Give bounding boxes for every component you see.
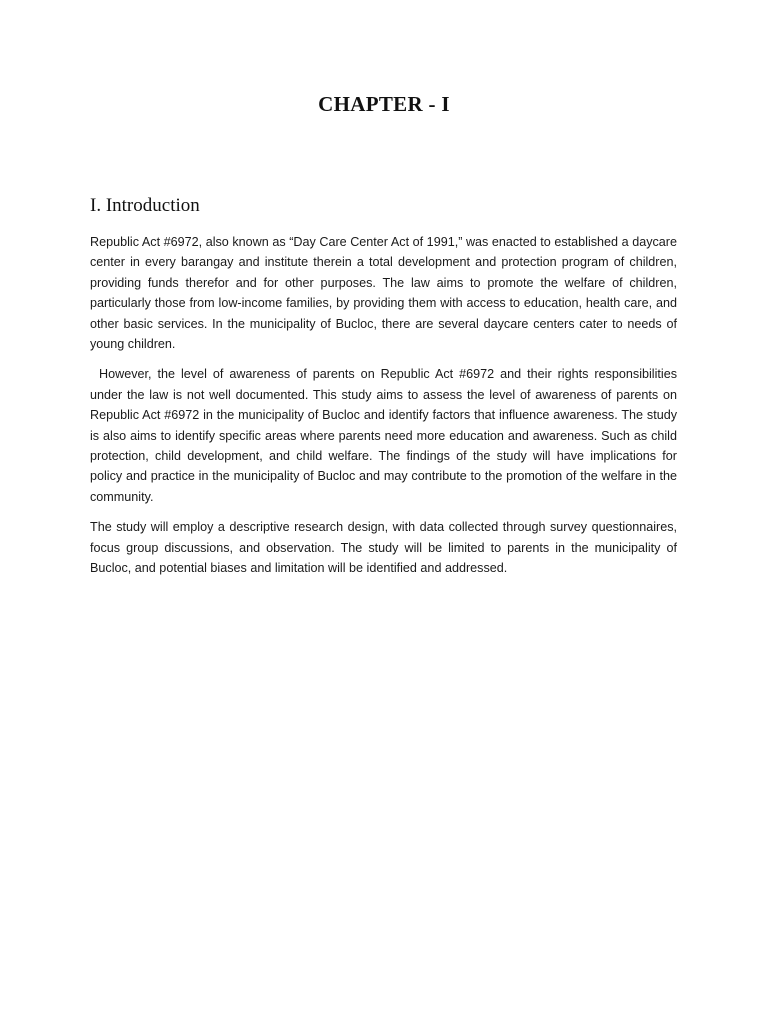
section-title: I. Introduction: [90, 195, 200, 216]
body-text: [90, 232, 688, 589]
chapter-title: CHAPTER - I: [318, 92, 450, 116]
paragraph-2: However, the level of awareness of parents on Republic Act #6972 and their rights responsibilities under the law is not well documented. This study aims to assess the level of awareness of parents on Republic Act #6972 in the municipality of Bucloc and identify factors that influence awareness. The study is also aims to identify specific areas where parents need more education and awareness. Such as child protection, child development, and child welfare. The findings of the study will have implications for policy and practice in the municipality of Bucloc and may contribute to the promotion of the welfare in the community.: [90, 367, 688, 504]
paragraph-3: The study will employ a descriptive research design, with data collected through survey questionnaires, focus group discussions, and observation. The study will be limited to parents in the municipality of Bucloc, and potential biases and limitation will be identified and addressed.: [90, 520, 677, 576]
paragraph-1: Republic Act #6972, also known as “Day Care Center Act of 1991,” was enacted to established a daycare center in every barangay and institute therein a total development and protection program of children, providing funds therefor and for other purposes. The law aims to promote the welfare of children, particularly those from low-income families, by providing them with access to education, health care, and other basic services. In the municipality of Bucloc, there are several daycare centers cater to needs of young children.: [90, 235, 677, 352]
